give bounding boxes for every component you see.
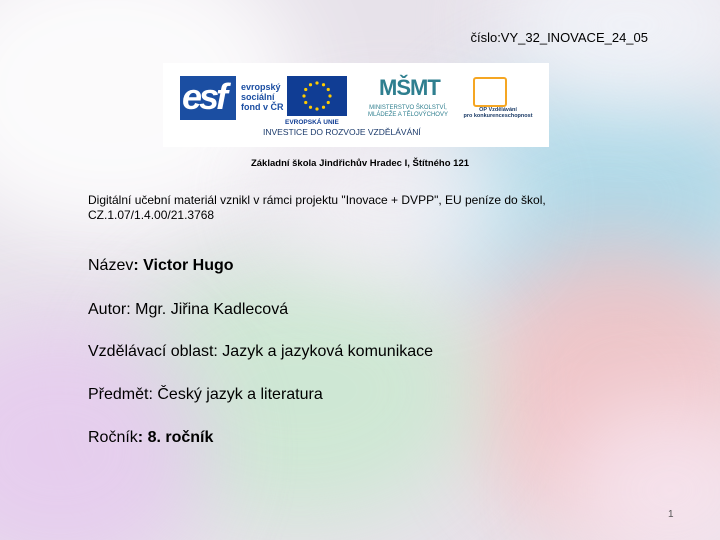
title-label: Název (88, 257, 134, 274)
page-number: 1 (668, 509, 674, 520)
msmt-logo-text: MINISTERSTVO ŠKOLSTVÍ, MLÁDEŽE A TĚLOVÝCHOVY (368, 105, 448, 118)
document-code: číslo:VY_32_INOVACE_24_05 (470, 30, 648, 45)
school-name: Základní škola Jindřichův Hradec I, Štítného 121 (250, 158, 470, 169)
area-line: Vzdělávací oblast: Jazyk a jazyková komunikace (88, 343, 434, 360)
intro-text: Digitální učební materiál vznikl v rámci projektu "Inovace + DVPP", EU peníze do škol, CZ.1.07/1.4.00/21.3768 (88, 193, 546, 222)
eu-label: EVROPSKÁ UNIE (285, 119, 339, 126)
eu-star-icon (327, 88, 330, 91)
eu-star-icon (302, 94, 305, 97)
grade-label: Ročník (88, 429, 138, 446)
eu-star-icon (309, 106, 312, 109)
eu-star-icon (328, 94, 331, 97)
msmt-logo-icon: MŠMT (379, 75, 440, 100)
esf-logo-text: evropský sociální fond v ČR (241, 82, 284, 112)
logo-banner (163, 63, 549, 147)
eu-star-icon (304, 88, 307, 91)
eu-star-icon (315, 81, 318, 84)
subject-line: Předmět: Český jazyk a literatura (88, 386, 323, 403)
eu-star-icon (315, 107, 318, 110)
author-line: Autor: Mgr. Jiřina Kadlecová (88, 301, 289, 318)
grade-line (88, 429, 213, 447)
title-line (88, 257, 234, 275)
title-value: : Victor Hugo (133, 257, 234, 274)
eu-star-icon (322, 83, 325, 86)
op-logo-icon (473, 77, 507, 107)
op-logo-text: OP Vzdělávání pro konkurenceschopnost (463, 107, 533, 119)
eu-star-icon (304, 101, 307, 104)
eu-stars-icon (287, 76, 347, 116)
grade-value: : 8. ročník (137, 429, 214, 446)
investice-tagline: INVESTICE DO ROZVOJE VZDĚLÁVÁNÍ (263, 127, 421, 137)
eu-star-icon (309, 83, 312, 86)
eu-star-icon (322, 106, 325, 109)
esf-logo-letters: esf (182, 76, 226, 117)
eu-star-icon (327, 101, 330, 104)
